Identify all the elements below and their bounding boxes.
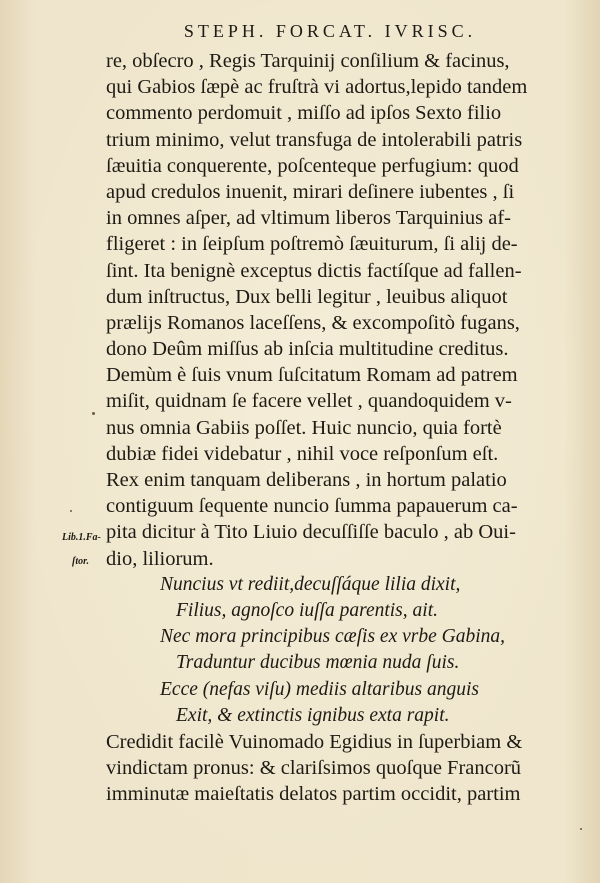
text-line: Credidit facilè Vuinomado Egidius in ſuperbiam & — [106, 730, 523, 753]
text-line: qui Gabios ſæpè ac fruſtrà vi adortus,lepido tandem — [106, 76, 528, 99]
text-line: imminutæ maieſtatis delatos partim occidit, partim — [106, 783, 521, 806]
ink-speck — [580, 828, 582, 830]
text-line: miſit, quidnam ſe facere vellet , quandoquidem v- — [106, 390, 512, 413]
verse-line: Exit, & extinctis ignibus exta rapit. — [176, 704, 450, 726]
text-line: nus omnia Gabiis poſſet. Huic nuncio, quia fortè — [106, 416, 502, 439]
ink-speck — [92, 412, 95, 415]
text-line: re, obſecro , Regis Tarquinij conſilium & facinus, — [106, 50, 510, 72]
text-line: Rex enim tanquam deliberans , in hortum palatio — [106, 469, 507, 491]
margin-note: ſtor. — [72, 556, 89, 567]
text-line: dum inſtructus, Dux belli legitur , leuibus aliquot — [106, 285, 508, 308]
text-line: contiguum ſequente nuncio ſumma papauerum ca- — [106, 495, 518, 518]
verse-line: Nec mora principibus cæſis ex vrbe Gabina, — [160, 626, 505, 648]
text-line: trium minimo, velut transfuga de intolerabili patris — [106, 128, 523, 151]
verse-line: Filius, agnoſco iuſſa parentis, ait. — [176, 599, 438, 621]
text-line: ſæuitia conquerente, poſcenteque perfugium: quod — [106, 154, 519, 177]
verse-line: Ecce (nefas viſu) mediis altaribus anguis — [160, 678, 479, 700]
text-line: commento perdomuit , miſſo ad ipſos Sexto filio — [106, 102, 502, 125]
text-line: fligeret : in ſeipſum poſtremò ſæuiturum, ſi alij de- — [106, 233, 518, 256]
text-line: in omnes aſper, ad vltimum liberos Tarquinius af- — [106, 207, 512, 230]
text-line: ſint. Ita benignè exceptus dictis factíſque ad fallen- — [106, 259, 522, 282]
text-line: Demùm è ſuis vnum ſuſcitatum Romam ad patrem — [106, 364, 518, 387]
running-header: STEPH. FORCAT. IVRISC. — [183, 21, 477, 41]
verse-line: Nuncius vt rediit,decuſſáque lilia dixit, — [160, 573, 461, 595]
text-line: apud credulos inuenit, mirari deſinere iubentes , ſi — [106, 180, 515, 203]
text-line: dio, liliorum. — [106, 547, 214, 570]
text-line: prælijs Romanos laceſſens, & excompoſitò fugans, — [106, 311, 520, 334]
text-line: pita dicitur à Tito Liuio decuſſiſſe baculo , ab Oui- — [106, 521, 516, 544]
body-text — [106, 48, 576, 807]
text-line: vindictam pronus: & clariſsimos quoſque Francorũ — [106, 757, 522, 780]
ink-speck — [70, 510, 72, 512]
verse-line: Traduntur ducibus mœnia nuda ſuis. — [176, 652, 460, 674]
text-line: dono Deûm miſſus ab inſcia multitudine creditus. — [106, 338, 509, 361]
text-line: dubiæ fidei videbatur , nihil voce reſponſum eſt. — [106, 442, 499, 465]
margin-note: Lib.1.Fa- — [62, 532, 101, 543]
